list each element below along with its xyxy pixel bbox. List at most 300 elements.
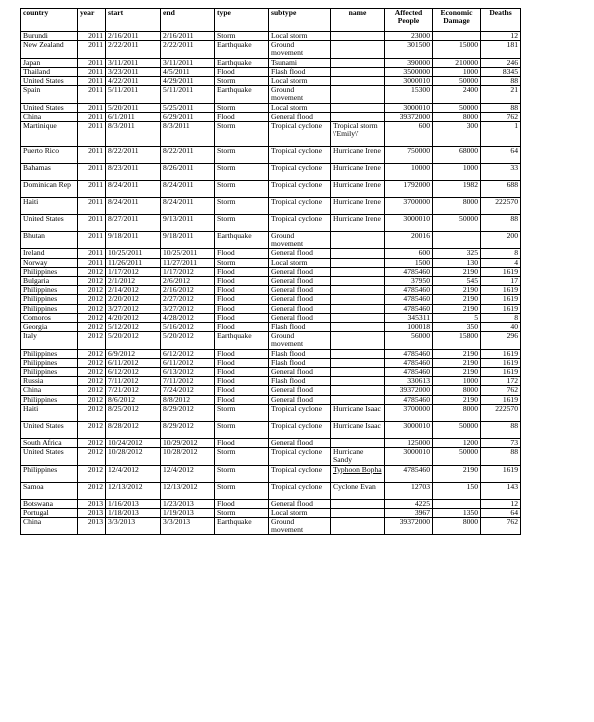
- cell-start: 7/21/2012: [106, 386, 161, 395]
- cell-start: 3/11/2011: [106, 58, 161, 67]
- cell-year: 2012: [78, 349, 106, 358]
- cell-year: 2013: [78, 499, 106, 508]
- cell-type: Storm: [215, 103, 269, 112]
- col-header-year: year: [78, 9, 106, 32]
- cell-subtype: Flash flood: [269, 323, 331, 332]
- cell-country: Portugal: [21, 508, 78, 517]
- table-row: [21, 32, 521, 41]
- cell-country: United States: [21, 448, 78, 465]
- cell-country: Haiti: [21, 404, 78, 421]
- cell-country: Puerto Rico: [21, 147, 78, 164]
- cell-country: Burundi: [21, 32, 78, 41]
- col-header-deaths: Deaths: [481, 9, 521, 32]
- table-row: [21, 377, 521, 386]
- cell-end: 10/25/2011: [161, 249, 215, 258]
- cell-year: 2012: [78, 448, 106, 465]
- cell-type: Flood: [215, 313, 269, 322]
- table-row: [21, 258, 521, 267]
- cell-start: 1/18/2013: [106, 508, 161, 517]
- cell-end: 6/12/2012: [161, 349, 215, 358]
- cell-country: Philippines: [21, 358, 78, 367]
- cell-deaths: 1619: [481, 349, 521, 358]
- cell-name: [331, 508, 385, 517]
- cell-deaths: 8: [481, 313, 521, 322]
- cell-country: United States: [21, 421, 78, 438]
- cell-name: [331, 499, 385, 508]
- cell-end: 1/19/2013: [161, 508, 215, 517]
- table-row: [21, 349, 521, 358]
- cell-start: 1/16/2013: [106, 499, 161, 508]
- cell-start: 3/23/2011: [106, 67, 161, 76]
- cell-economic-damage: 2190: [433, 267, 481, 276]
- cell-affected-people: 3967: [385, 508, 433, 517]
- cell-affected-people: 39372000: [385, 386, 433, 395]
- cell-name: [331, 368, 385, 377]
- table-row: [21, 499, 521, 508]
- cell-end: 5/11/2011: [161, 86, 215, 103]
- cell-subtype: Tropical cyclone: [269, 404, 331, 421]
- cell-economic-damage: 1000: [433, 67, 481, 76]
- cell-name: [331, 332, 385, 349]
- cell-economic-damage: 2190: [433, 304, 481, 313]
- cell-start: 8/27/2011: [106, 215, 161, 232]
- table-row: [21, 198, 521, 215]
- table-row: [21, 267, 521, 276]
- cell-start: 10/24/2012: [106, 438, 161, 447]
- cell-deaths: 64: [481, 508, 521, 517]
- cell-subtype: Local storm: [269, 258, 331, 267]
- cell-type: Flood: [215, 349, 269, 358]
- col-header-type: type: [215, 9, 269, 32]
- cell-deaths: 40: [481, 323, 521, 332]
- cell-start: 7/11/2012: [106, 377, 161, 386]
- cell-deaths: 88: [481, 448, 521, 465]
- cell-end: 8/24/2011: [161, 181, 215, 198]
- cell-start: 2/1/2012: [106, 277, 161, 286]
- cell-end: 8/29/2012: [161, 421, 215, 438]
- cell-deaths: 88: [481, 103, 521, 112]
- cell-start: 12/13/2012: [106, 482, 161, 499]
- cell-affected-people: 39372000: [385, 112, 433, 121]
- cell-country: New Zealand: [21, 41, 78, 58]
- table-row: [21, 448, 521, 465]
- cell-subtype: General flood: [269, 249, 331, 258]
- cell-subtype: General flood: [269, 499, 331, 508]
- table-row: [21, 386, 521, 395]
- cell-name: [331, 67, 385, 76]
- cell-affected-people: 4785460: [385, 395, 433, 404]
- cell-year: 2012: [78, 404, 106, 421]
- cell-country: Botswana: [21, 499, 78, 508]
- cell-type: Storm: [215, 448, 269, 465]
- cell-end: 8/29/2012: [161, 404, 215, 421]
- cell-affected-people: 600: [385, 249, 433, 258]
- cell-economic-damage: 545: [433, 277, 481, 286]
- cell-type: Flood: [215, 395, 269, 404]
- cell-affected-people: 4225: [385, 499, 433, 508]
- cell-start: 12/4/2012: [106, 465, 161, 482]
- cell-deaths: 1: [481, 122, 521, 147]
- cell-deaths: 1619: [481, 395, 521, 404]
- table-row: [21, 77, 521, 86]
- cell-type: Flood: [215, 386, 269, 395]
- cell-name: [331, 438, 385, 447]
- cell-deaths: 1619: [481, 368, 521, 377]
- cell-year: 2012: [78, 332, 106, 349]
- cell-country: Philippines: [21, 295, 78, 304]
- cell-year: 2011: [78, 67, 106, 76]
- cell-name: Hurricane Irene: [331, 147, 385, 164]
- cell-start: 8/22/2011: [106, 147, 161, 164]
- cell-start: 11/26/2011: [106, 258, 161, 267]
- cell-deaths: 4: [481, 258, 521, 267]
- cell-affected-people: 4785460: [385, 295, 433, 304]
- cell-end: 6/13/2012: [161, 368, 215, 377]
- cell-year: 2011: [78, 232, 106, 249]
- cell-year: 2011: [78, 32, 106, 41]
- cell-affected-people: 15300: [385, 86, 433, 103]
- cell-economic-damage: 50000: [433, 448, 481, 465]
- cell-deaths: 33: [481, 164, 521, 181]
- cell-economic-damage: 8000: [433, 386, 481, 395]
- cell-subtype: Ground movement: [269, 232, 331, 249]
- col-header-start: start: [106, 9, 161, 32]
- cell-subtype: Flash flood: [269, 67, 331, 76]
- table-row: [21, 465, 521, 482]
- cell-start: 5/20/2012: [106, 332, 161, 349]
- cell-affected-people: 39372000: [385, 517, 433, 534]
- cell-end: 3/27/2012: [161, 304, 215, 313]
- cell-end: 3/11/2011: [161, 58, 215, 67]
- cell-economic-damage: 1000: [433, 377, 481, 386]
- cell-economic-damage: [433, 232, 481, 249]
- cell-country: South Africa: [21, 438, 78, 447]
- cell-year: 2012: [78, 358, 106, 367]
- cell-name: [331, 358, 385, 367]
- col-header-name: name: [331, 9, 385, 32]
- cell-affected-people: 3500000: [385, 67, 433, 76]
- cell-country: Ireland: [21, 249, 78, 258]
- cell-deaths: 200: [481, 232, 521, 249]
- cell-economic-damage: 5: [433, 313, 481, 322]
- cell-start: 3/3/2013: [106, 517, 161, 534]
- cell-type: Storm: [215, 508, 269, 517]
- cell-country: Haiti: [21, 198, 78, 215]
- cell-end: 7/24/2012: [161, 386, 215, 395]
- cell-economic-damage: 300: [433, 122, 481, 147]
- cell-economic-damage: 2190: [433, 465, 481, 482]
- cell-economic-damage: 2400: [433, 86, 481, 103]
- cell-name: [331, 103, 385, 112]
- cell-year: 2012: [78, 323, 106, 332]
- cell-name: Hurricane Irene: [331, 198, 385, 215]
- cell-year: 2011: [78, 164, 106, 181]
- cell-deaths: 172: [481, 377, 521, 386]
- cell-type: Flood: [215, 304, 269, 313]
- cell-subtype: General flood: [269, 295, 331, 304]
- cell-start: 8/3/2011: [106, 122, 161, 147]
- cell-type: Flood: [215, 67, 269, 76]
- cell-country: Philippines: [21, 349, 78, 358]
- cell-economic-damage: 1350: [433, 508, 481, 517]
- cell-name: [331, 258, 385, 267]
- cell-type: Storm: [215, 421, 269, 438]
- cell-name: [331, 295, 385, 304]
- cell-country: Comoros: [21, 313, 78, 322]
- cell-deaths: 762: [481, 386, 521, 395]
- cell-type: Storm: [215, 215, 269, 232]
- cell-subtype: General flood: [269, 267, 331, 276]
- cell-affected-people: 1792000: [385, 181, 433, 198]
- cell-end: 7/11/2012: [161, 377, 215, 386]
- cell-country: China: [21, 517, 78, 534]
- table-row: [21, 286, 521, 295]
- cell-type: Flood: [215, 249, 269, 258]
- cell-country: Italy: [21, 332, 78, 349]
- cell-end: 8/26/2011: [161, 164, 215, 181]
- cell-subtype: Tropical cyclone: [269, 215, 331, 232]
- cell-country: Japan: [21, 58, 78, 67]
- cell-deaths: 21: [481, 86, 521, 103]
- table-row: [21, 313, 521, 322]
- cell-deaths: 143: [481, 482, 521, 499]
- document-page: [20, 8, 521, 535]
- cell-economic-damage: 68000: [433, 147, 481, 164]
- cell-end: 5/16/2012: [161, 323, 215, 332]
- cell-start: 8/28/2012: [106, 421, 161, 438]
- cell-end: 4/28/2012: [161, 313, 215, 322]
- cell-economic-damage: 2190: [433, 286, 481, 295]
- col-header-affected-people: Affected People: [385, 9, 433, 32]
- cell-affected-people: 3000010: [385, 421, 433, 438]
- cell-end: 12/13/2012: [161, 482, 215, 499]
- cell-economic-damage: 50000: [433, 103, 481, 112]
- cell-name: [331, 349, 385, 358]
- cell-year: 2013: [78, 517, 106, 534]
- cell-economic-damage: 2190: [433, 368, 481, 377]
- cell-subtype: Tropical cyclone: [269, 164, 331, 181]
- cell-type: Storm: [215, 465, 269, 482]
- col-header-economic-damage: Economic Damage: [433, 9, 481, 32]
- cell-subtype: Local storm: [269, 508, 331, 517]
- cell-type: Flood: [215, 286, 269, 295]
- table-row: [21, 482, 521, 499]
- cell-type: Storm: [215, 164, 269, 181]
- cell-affected-people: 345311: [385, 313, 433, 322]
- cell-affected-people: 4785460: [385, 358, 433, 367]
- cell-name: [331, 377, 385, 386]
- cell-type: Storm: [215, 482, 269, 499]
- cell-name: [331, 323, 385, 332]
- table-row: [21, 304, 521, 313]
- cell-subtype: Tropical cyclone: [269, 198, 331, 215]
- cell-deaths: 88: [481, 421, 521, 438]
- cell-type: Flood: [215, 368, 269, 377]
- cell-year: 2012: [78, 465, 106, 482]
- cell-economic-damage: 8000: [433, 517, 481, 534]
- cell-economic-damage: [433, 32, 481, 41]
- table-row: [21, 215, 521, 232]
- cell-economic-damage: 15000: [433, 41, 481, 58]
- cell-end: 12/4/2012: [161, 465, 215, 482]
- table-row: [21, 249, 521, 258]
- cell-end: 8/8/2012: [161, 395, 215, 404]
- table-row: [21, 232, 521, 249]
- cell-start: 4/20/2012: [106, 313, 161, 322]
- cell-name: Hurricane Sandy: [331, 448, 385, 465]
- cell-type: Earthquake: [215, 58, 269, 67]
- cell-start: 9/18/2011: [106, 232, 161, 249]
- cell-end: 1/23/2013: [161, 499, 215, 508]
- cell-subtype: Tropical cyclone: [269, 122, 331, 147]
- cell-subtype: General flood: [269, 304, 331, 313]
- cell-deaths: 762: [481, 517, 521, 534]
- cell-economic-damage: [433, 499, 481, 508]
- cell-start: 8/24/2011: [106, 198, 161, 215]
- col-header-subtype: subtype: [269, 9, 331, 32]
- cell-country: China: [21, 386, 78, 395]
- cell-affected-people: 3700000: [385, 404, 433, 421]
- cell-deaths: 296: [481, 332, 521, 349]
- cell-country: China: [21, 112, 78, 121]
- cell-type: Flood: [215, 295, 269, 304]
- table-row: [21, 323, 521, 332]
- cell-economic-damage: 50000: [433, 77, 481, 86]
- cell-type: Flood: [215, 438, 269, 447]
- cell-year: 2012: [78, 421, 106, 438]
- cell-deaths: 762: [481, 112, 521, 121]
- cell-name: [331, 86, 385, 103]
- cell-subtype: General flood: [269, 386, 331, 395]
- cell-affected-people: 750000: [385, 147, 433, 164]
- cell-year: 2013: [78, 508, 106, 517]
- cell-name: Tropical storm \'Emily\': [331, 122, 385, 147]
- cell-subtype: General flood: [269, 438, 331, 447]
- cell-deaths: 222570: [481, 404, 521, 421]
- table-row: [21, 86, 521, 103]
- cell-affected-people: 125000: [385, 438, 433, 447]
- cell-deaths: 12: [481, 32, 521, 41]
- cell-subtype: General flood: [269, 313, 331, 322]
- cell-type: Storm: [215, 404, 269, 421]
- cell-end: 9/18/2011: [161, 232, 215, 249]
- cell-year: 2011: [78, 215, 106, 232]
- cell-subtype: Local storm: [269, 32, 331, 41]
- cell-year: 2012: [78, 482, 106, 499]
- cell-start: 6/1/2011: [106, 112, 161, 121]
- cell-end: 5/25/2011: [161, 103, 215, 112]
- cell-type: Flood: [215, 112, 269, 121]
- table-row: [21, 295, 521, 304]
- cell-deaths: 64: [481, 147, 521, 164]
- cell-type: Storm: [215, 181, 269, 198]
- cell-deaths: 222570: [481, 198, 521, 215]
- table-row: [21, 67, 521, 76]
- cell-country: Georgia: [21, 323, 78, 332]
- cell-affected-people: 4785460: [385, 349, 433, 358]
- cell-country: Philippines: [21, 286, 78, 295]
- cell-country: Bulgaria: [21, 277, 78, 286]
- cell-start: 8/25/2012: [106, 404, 161, 421]
- table-row: [21, 368, 521, 377]
- cell-end: 8/22/2011: [161, 147, 215, 164]
- cell-year: 2012: [78, 304, 106, 313]
- cell-type: Earthquake: [215, 86, 269, 103]
- col-header-end: end: [161, 9, 215, 32]
- cell-deaths: 1619: [481, 465, 521, 482]
- cell-end: 11/27/2011: [161, 258, 215, 267]
- cell-type: Flood: [215, 358, 269, 367]
- cell-subtype: Local storm: [269, 77, 331, 86]
- cell-subtype: General flood: [269, 395, 331, 404]
- cell-deaths: 8345: [481, 67, 521, 76]
- cell-affected-people: 301500: [385, 41, 433, 58]
- cell-year: 2011: [78, 249, 106, 258]
- table-header-row: [21, 9, 521, 32]
- cell-country: United States: [21, 77, 78, 86]
- cell-end: 8/24/2011: [161, 198, 215, 215]
- cell-subtype: Local storm: [269, 103, 331, 112]
- cell-end: 2/16/2011: [161, 32, 215, 41]
- cell-end: 10/29/2012: [161, 438, 215, 447]
- cell-start: 8/23/2011: [106, 164, 161, 181]
- cell-affected-people: 3000010: [385, 448, 433, 465]
- cell-subtype: Tropical cyclone: [269, 147, 331, 164]
- cell-deaths: 1619: [481, 286, 521, 295]
- cell-type: Flood: [215, 323, 269, 332]
- cell-affected-people: 330613: [385, 377, 433, 386]
- table-row: [21, 438, 521, 447]
- cell-subtype: Tropical cyclone: [269, 181, 331, 198]
- cell-subtype: Tropical cyclone: [269, 465, 331, 482]
- col-header-country: country: [21, 9, 78, 32]
- cell-economic-damage: 2190: [433, 295, 481, 304]
- cell-name: Hurricane Irene: [331, 181, 385, 198]
- cell-name: [331, 32, 385, 41]
- cell-country: Norway: [21, 258, 78, 267]
- cell-start: 6/11/2012: [106, 358, 161, 367]
- table-row: [21, 41, 521, 58]
- cell-end: 4/5/2011: [161, 67, 215, 76]
- cell-economic-damage: 2190: [433, 395, 481, 404]
- cell-subtype: Flash flood: [269, 377, 331, 386]
- cell-end: 5/20/2012: [161, 332, 215, 349]
- cell-name: Hurricane Isaac: [331, 404, 385, 421]
- cell-start: 8/24/2011: [106, 181, 161, 198]
- cell-economic-damage: 8000: [433, 112, 481, 121]
- cell-type: Storm: [215, 198, 269, 215]
- cell-country: Philippines: [21, 465, 78, 482]
- cell-year: 2012: [78, 277, 106, 286]
- cell-name: Hurricane Irene: [331, 164, 385, 181]
- cell-economic-damage: 50000: [433, 215, 481, 232]
- cell-affected-people: 1500: [385, 258, 433, 267]
- cell-start: 2/16/2011: [106, 32, 161, 41]
- cell-name: [331, 277, 385, 286]
- cell-economic-damage: 1000: [433, 164, 481, 181]
- cell-country: Philippines: [21, 267, 78, 276]
- cell-year: 2012: [78, 295, 106, 304]
- cell-start: 4/22/2011: [106, 77, 161, 86]
- cell-year: 2011: [78, 41, 106, 58]
- cell-country: Bahamas: [21, 164, 78, 181]
- cell-type: Earthquake: [215, 41, 269, 58]
- table-row: [21, 395, 521, 404]
- cell-country: Russia: [21, 377, 78, 386]
- cell-name: [331, 313, 385, 322]
- cell-end: 2/6/2012: [161, 277, 215, 286]
- cell-subtype: General flood: [269, 277, 331, 286]
